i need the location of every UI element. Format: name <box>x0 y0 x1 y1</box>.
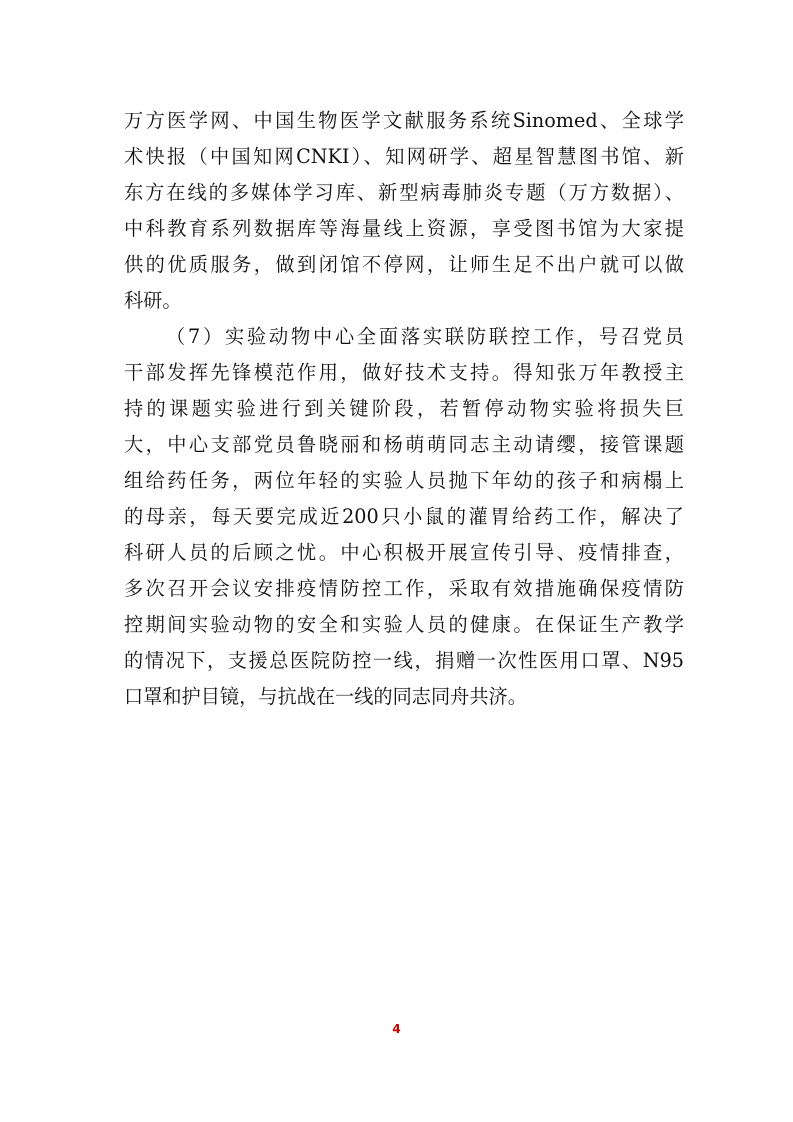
body-text <box>124 103 684 715</box>
text-line: 科研人员的后顾之忧。中心积极开展宣传引导、疫情排查， <box>124 541 684 564</box>
text-line: 大，中心支部党员鲁晓丽和杨萌萌同志主动请缨，接管课题 <box>124 433 684 456</box>
text-line: 干部发挥先锋模范作用，做好技术支持。得知张万年教授主 <box>124 361 684 384</box>
text-line: 中科教育系列数据库等海量线上资源，享受图书馆为大家提 <box>124 217 684 240</box>
text-line: 供的优质服务，做到闭馆不停网，让师生足不出户就可以做 <box>124 253 684 276</box>
text-line: 术快报（中国知网CNKI）、知网研学、超星智慧图书馆、新 <box>124 145 684 168</box>
text-line: （7）实验动物中心全面落实联防联控工作，号召党员 <box>166 325 684 348</box>
text-line: 的情况下，支援总医院防控一线，捐赠一次性医用口罩、N95 <box>124 649 684 672</box>
text-line: 持的课题实验进行到关键阶段，若暂停动物实验将损失巨 <box>124 397 684 420</box>
paragraph-1 <box>124 103 684 319</box>
text-line: 科研。 <box>124 289 182 312</box>
page-number: 4 <box>392 1022 401 1036</box>
text-line: 控期间实验动物的安全和实验人员的健康。在保证生产教学 <box>124 613 684 636</box>
text-line: 组给药任务，两位年轻的实验人员抛下年幼的孩子和病榻上 <box>124 469 684 492</box>
text-line: 多次召开会议安排疫情防控工作，采取有效措施确保疫情防 <box>124 577 684 600</box>
paragraph-2 <box>124 319 684 715</box>
text-line: 万方医学网、中国生物医学文献服务系统Sinomed、全球学 <box>124 109 684 132</box>
text-line: 东方在线的多媒体学习库、新型病毒肺炎专题（万方数据）、 <box>124 181 684 204</box>
text-line: 的母亲，每天要完成近200只小鼠的灌胃给药工作，解决了 <box>124 505 684 528</box>
text-line: 口罩和护目镜，与抗战在一线的同志同舟共济。 <box>124 685 527 708</box>
